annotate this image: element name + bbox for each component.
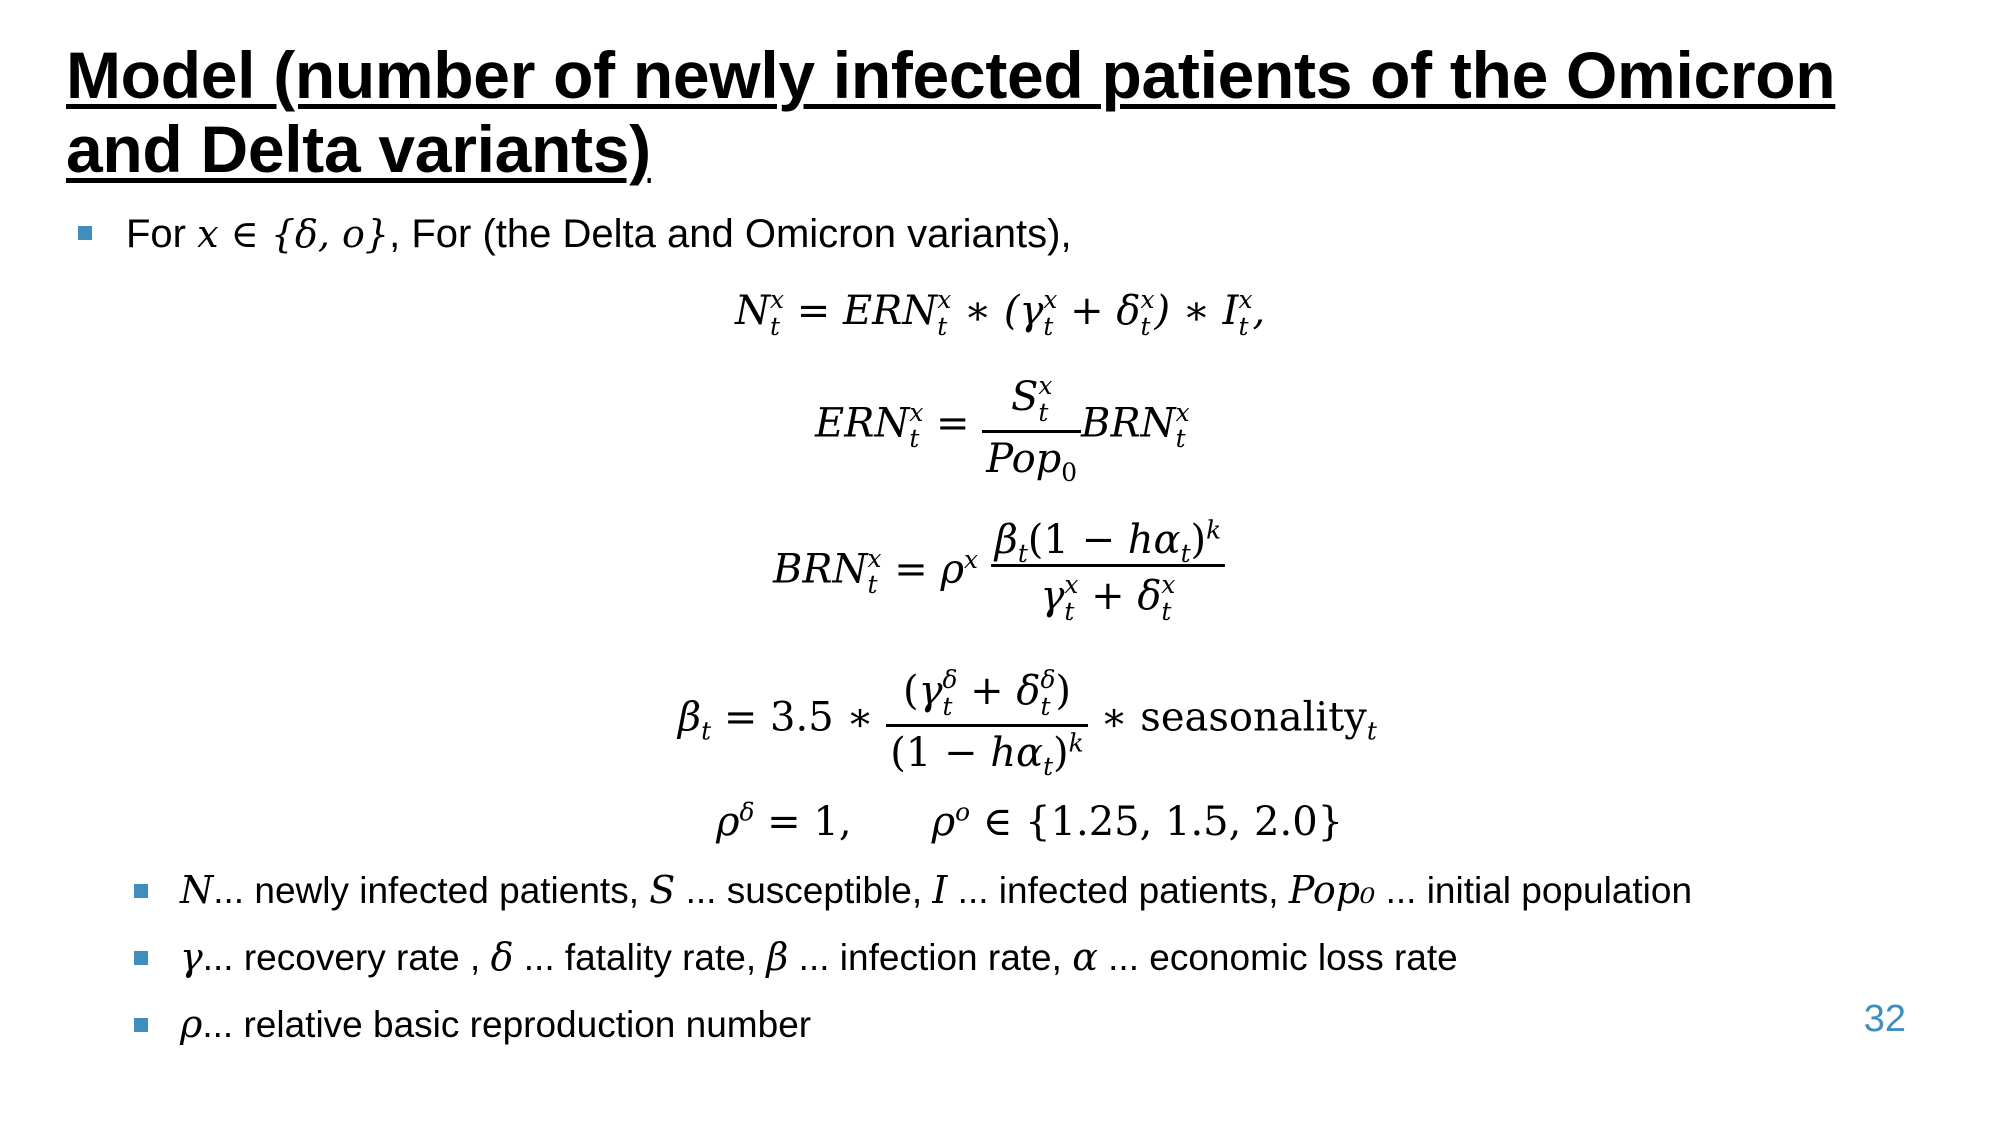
equation-ern: ERN x t = S x t Pop$_0$ BRN x t bbox=[815, 371, 1190, 487]
definition-text: ... fatality rate, bbox=[513, 937, 767, 978]
definition-line-3 bbox=[180, 1000, 811, 1049]
bullet-square-icon bbox=[134, 1018, 148, 1032]
bullet-square-icon bbox=[78, 226, 92, 240]
definition-text: ... recovery rate , bbox=[202, 937, 491, 978]
bullet-square-icon bbox=[134, 884, 148, 898]
equation-beta: $\beta_t = 3.5$ ∗ (γ δ t + δ δ t ) $(1 - h\alpha_t)^k$ ∗ seasonality$_t$ bbox=[678, 665, 1377, 781]
intro-prefix: For bbox=[126, 212, 198, 256]
equation-rho: $\rho^\delta = 1$, $\rho^o$ ∈ {1.25, 1.5, 2.0} bbox=[716, 797, 1344, 845]
symbol-n: N bbox=[180, 868, 214, 912]
definition-text: ... newly infected patients, bbox=[213, 870, 650, 911]
symbol-i: I bbox=[932, 868, 948, 912]
definition-text: ... susceptible, bbox=[675, 870, 933, 911]
slide-title: Model (number of newly infected patients of the Omicron and Delta variants) bbox=[66, 38, 1836, 186]
symbol-gamma: γ bbox=[180, 935, 203, 979]
symbol-delta: δ bbox=[490, 935, 514, 979]
definition-text: ... initial population bbox=[1375, 870, 1693, 911]
page-number: 32 bbox=[1863, 998, 1906, 1040]
symbol-s: S bbox=[649, 868, 676, 912]
symbol-alpha: α bbox=[1072, 935, 1098, 979]
definition-text: ... relative basic reproduction number bbox=[202, 1004, 812, 1045]
definition-text: ... infection rate, bbox=[788, 937, 1073, 978]
definition-text: ... infected patients, bbox=[947, 870, 1289, 911]
symbol-beta: β bbox=[766, 935, 789, 979]
bullet-square-icon bbox=[134, 951, 148, 965]
symbol-pop0: Pop₀ bbox=[1288, 868, 1376, 912]
definition-line-1 bbox=[180, 866, 1692, 915]
equation-brn: BRN x t = $\rho^x$ $\beta_t(1 - h\alpha_t)^k$ γ x t + δ x t bbox=[773, 520, 1225, 625]
intro-suffix: , For (the Delta and Omicron variants), bbox=[389, 212, 1072, 256]
definition-text: ... economic loss rate bbox=[1097, 937, 1458, 978]
intro-line bbox=[126, 210, 1072, 258]
definition-line-2 bbox=[180, 933, 1458, 982]
symbol-rho: ρ bbox=[180, 1002, 203, 1046]
equation-new-infections: N x t = ERN x t ∗ (γ x t + δ x t ) ∗ I x t , bbox=[735, 285, 1266, 341]
intro-math: x ∈ {δ, o} bbox=[197, 212, 390, 256]
